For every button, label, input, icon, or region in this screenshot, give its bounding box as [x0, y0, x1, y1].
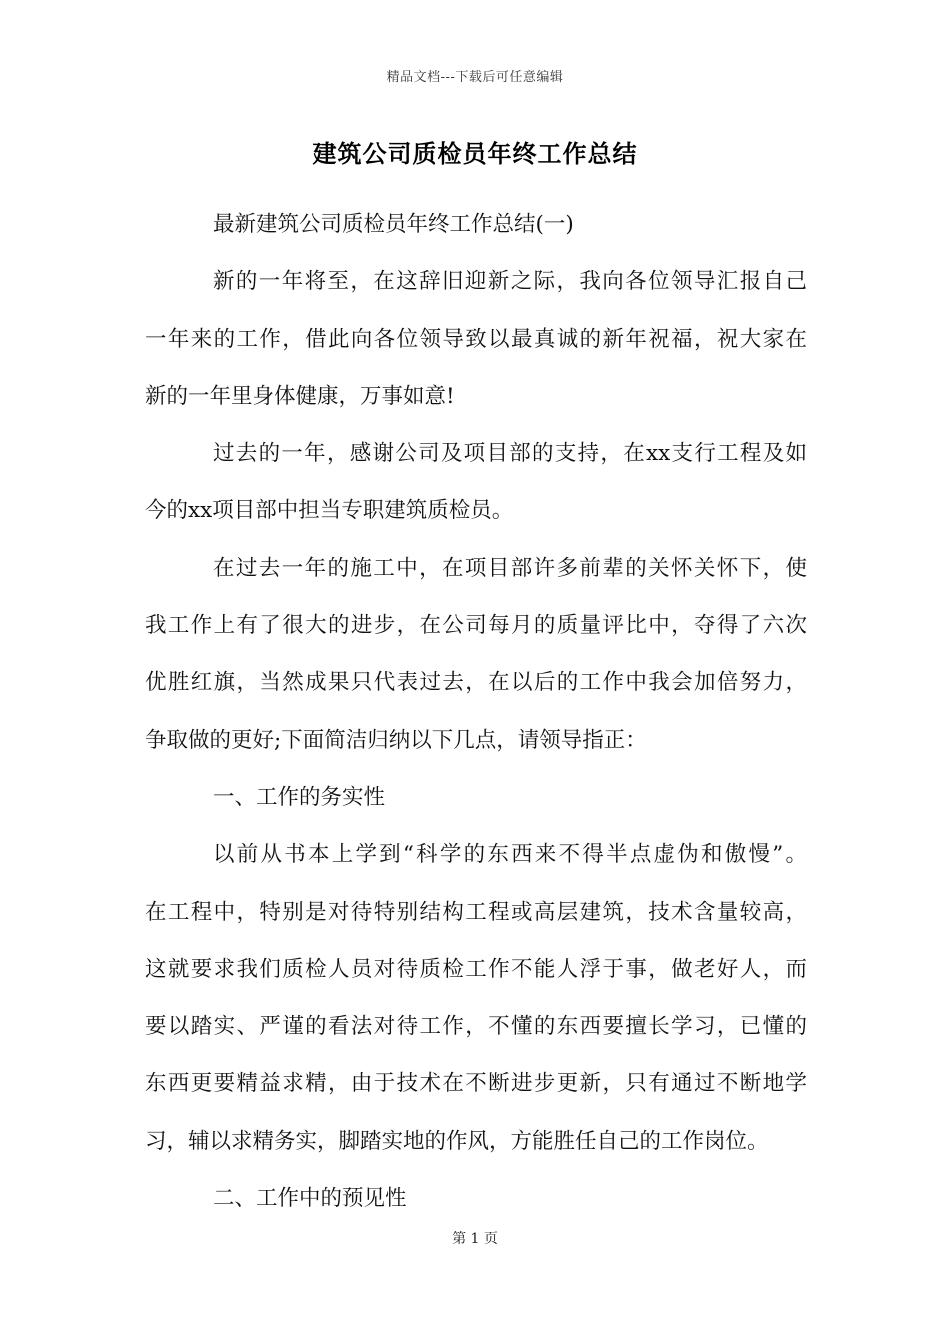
paragraph-line: 一年来的工作，借此向各位领导致以最真诚的新年祝福，祝大家在	[145, 326, 807, 352]
paragraph-line: 习，辅以求精务实，脚踏实地的作风，方能胜任自己的工作岗位。	[145, 1128, 769, 1154]
paragraph-line: 东西更要精益求精，由于技术在不断进步更新，只有通过不断地学	[145, 1071, 807, 1097]
paragraph-line: 过去的一年，感谢公司及项目部的支持，在xx支行工程及如	[213, 441, 807, 467]
paragraph-line: 在工程中，特别是对待特别结构工程或高层建筑，技术含量较高，	[145, 899, 807, 925]
document-body	[145, 196, 807, 1227]
page-number: 第 1 页	[452, 1231, 498, 1247]
paragraph-line: 在过去一年的施工中，在项目部许多前辈的关怀关怀下，使	[213, 555, 807, 581]
header-note: 精品文档---下载后可任意编辑	[386, 70, 564, 85]
paragraph-line: 新的一年将至，在这辞旧迎新之际，我向各位领导汇报自己	[213, 269, 807, 295]
paragraph-line: 这就要求我们质检人员对待质检工作不能人浮于事，做老好人，而	[145, 956, 807, 982]
paragraph-line: 新的一年里身体健康，万事如意!	[145, 383, 455, 409]
paragraph-line: 今的xx项目部中担当专职建筑质检员。	[145, 498, 514, 524]
subtitle-line: 最新建筑公司质检员年终工作总结(一)	[213, 212, 574, 237]
paragraph-line: 优胜红旗，当然成果只代表过去，在以后的工作中我会加倍努力，	[145, 670, 807, 696]
paragraph-line: 以前从书本上学到“科学的东西来不得半点虚伪和傲慢”。	[213, 842, 807, 868]
section-heading: 一、工作的务实性	[213, 784, 386, 810]
paragraph-line: 要以踏实、严谨的看法对待工作，不懂的东西要擅长学习，已懂的	[145, 1014, 807, 1040]
section-heading: 二、工作中的预见性	[213, 1186, 407, 1212]
document-title: 建筑公司质检员年终工作总结	[312, 139, 638, 168]
paragraph-line: 争取做的更好;下面简洁归纳以下几点，请领导指正：	[145, 727, 647, 753]
paragraph-line: 我工作上有了很大的进步，在公司每月的质量评比中，夺得了六次	[145, 613, 807, 639]
